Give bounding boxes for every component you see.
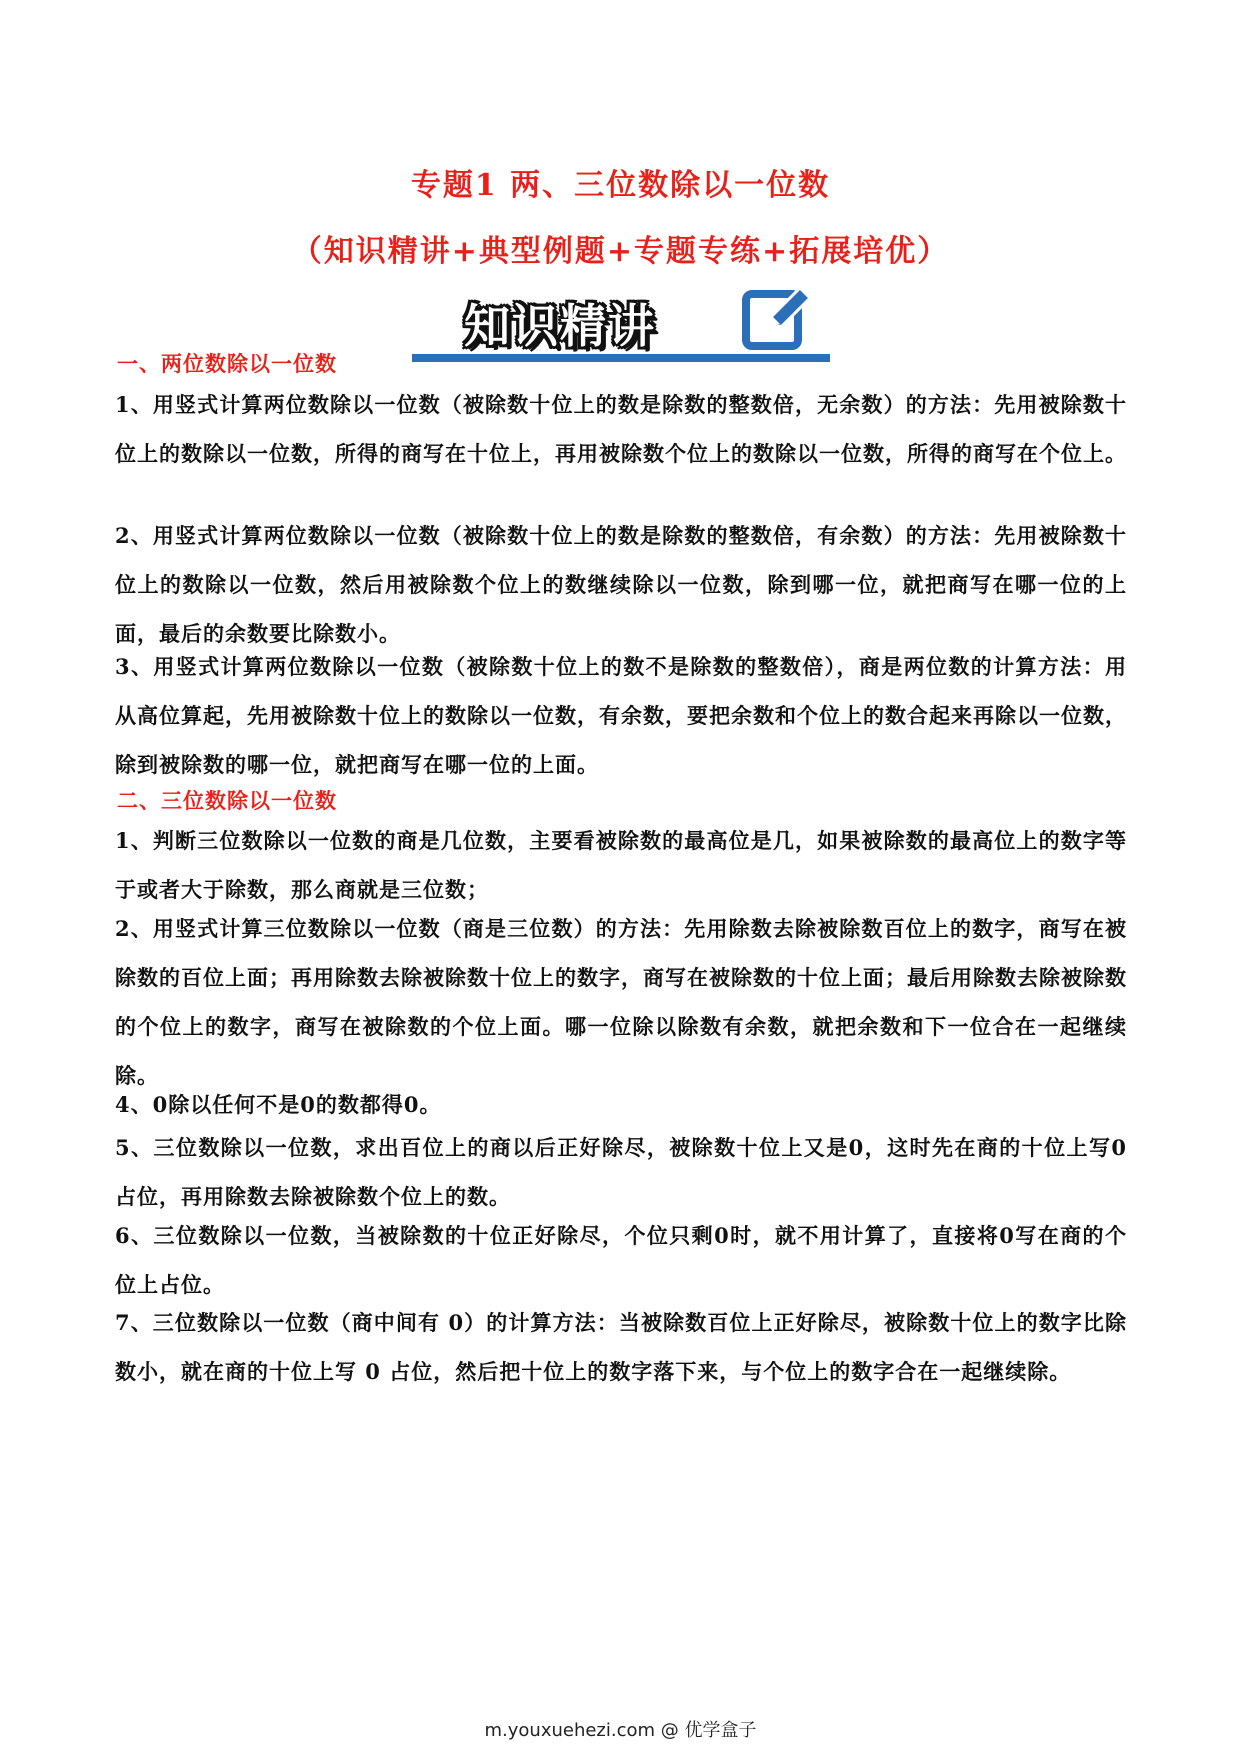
list-item: 1、用竖式计算两位数除以一位数（被除数十位上的数是除数的整数倍，无余数）的方法：先用被除数十位上的数除以一位数，所得的商写在十位上，再用被除数个位上的数除以一位数，所得的商写在个位上。: [115, 392, 1127, 466]
list-item: 5、三位数除以一位数，求出百位上的商以后正好除尽，被除数十位上又是0，这时先在商的十位上写0占位，再用除数去除被除数个位上的数。: [115, 1135, 1127, 1209]
list-item: 2、用竖式计算两位数除以一位数（被除数十位上的数是除数的整数倍，有余数）的方法：先用被除数十位上的数除以一位数，然后用被除数个位上的数继续除以一位数，除到哪一位，就把商写在哪一位的上面，最后的余数要比除数小。: [115, 523, 1127, 646]
page-title: 专题1 两、三位数除以一位数: [410, 168, 831, 203]
list-item: 2、用竖式计算三位数除以一位数（商是三位数）的方法：先用除数去除被除数百位上的数字，商写在被除数的百位上面；再用除数去除被除数十位上的数字，商写在被除数的十位上面；最后用除数去除被除数的个位上的数字，商写在被除数的个位上面。哪一位除以除数有余数，就把余数和下一位合在一起继续除。: [115, 916, 1127, 1088]
list-item: 6、三位数除以一位数，当被除数的十位正好除尽，个位只剩0时，就不用计算了，直接将0写在商的个位上占位。: [115, 1223, 1127, 1297]
list-item: 4、0除以任何不是0的数都得0。: [115, 1092, 442, 1117]
footer-watermark: m.youxuehezi.com @ 优学盒子: [484, 1720, 757, 1741]
list-item: 1、判断三位数除以一位数的商是几位数，主要看被除数的最高位是几，如果被除数的最高位上的数字等于或者大于除数，那么商就是三位数；: [115, 828, 1127, 902]
page-subtitle: （知识精讲+典型例题+专题专练+拓展培优）: [291, 234, 950, 269]
list-item: 3、用竖式计算两位数除以一位数（被除数十位上的数不是除数的整数倍），商是两位数的计算方法：用从高位算起，先用被除数十位上的数除以一位数，有余数，要把余数和个位上的数合起来再除以一位数，除到被除数的哪一位，就把商写在哪一位的上面。: [115, 654, 1127, 777]
section-heading-three-digit: 二、三位数除以一位数: [117, 788, 337, 813]
banner-underline: [412, 354, 830, 362]
edit-pen-icon: [738, 282, 818, 354]
section-heading-two-digit: 一、两位数除以一位数: [117, 351, 337, 376]
section-banner: [412, 282, 832, 368]
list-item: 7、三位数除以一位数（商中间有 0）的计算方法：当被除数百位上正好除尽，被除数十位上的数字比除数小，就在商的十位上写 0 占位，然后把十位上的数字落下来，与个位上的数字合在一起继续除。: [115, 1310, 1127, 1384]
banner-label: 知识精讲: [464, 299, 656, 353]
